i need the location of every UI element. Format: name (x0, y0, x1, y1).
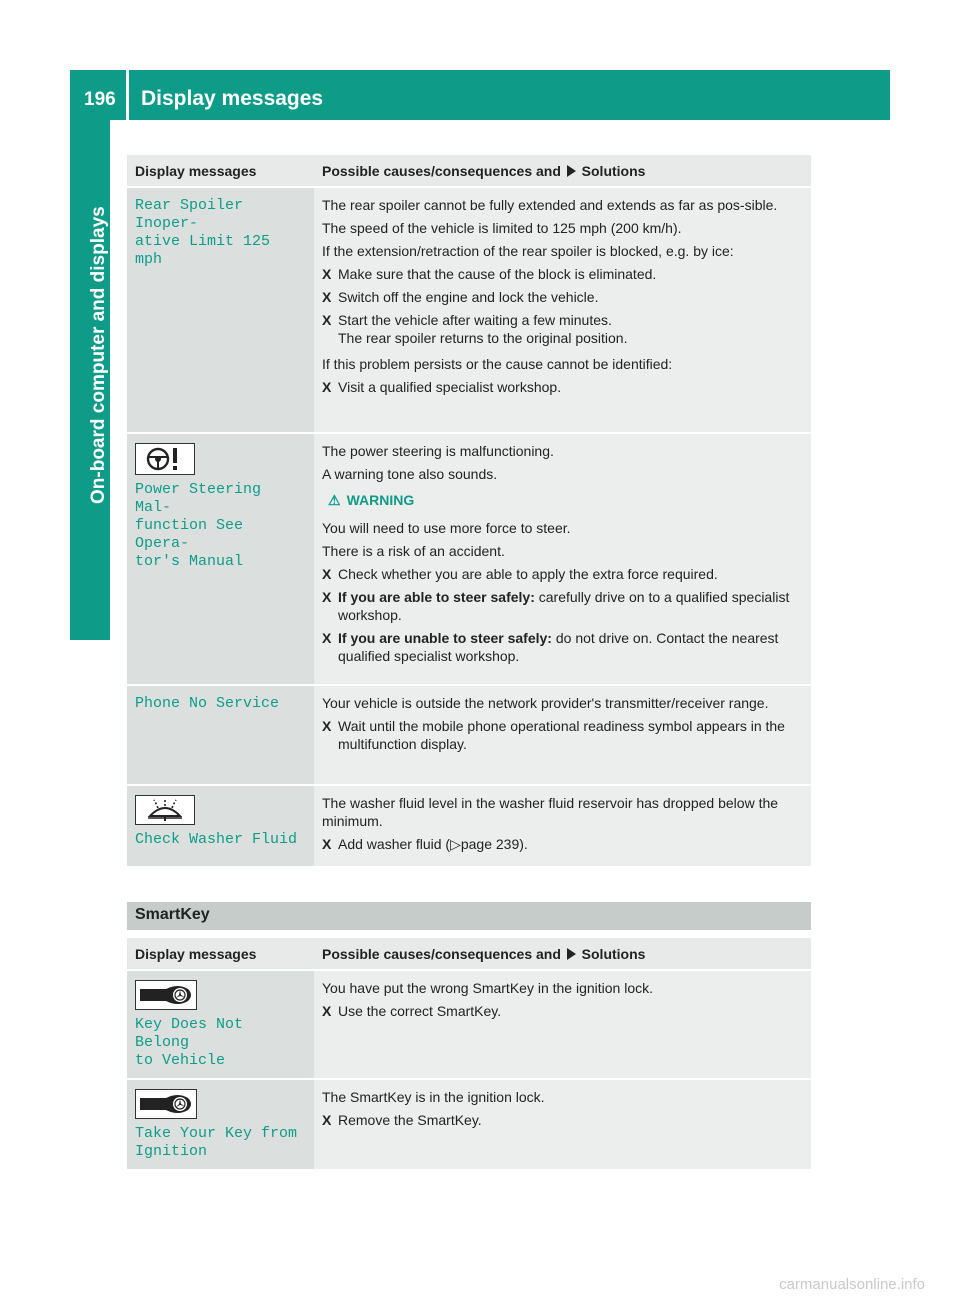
display-message-text: Power Steering Mal- function See Opera- tor's Manual (135, 481, 262, 570)
page-reference-link[interactable]: page 239). (460, 836, 528, 852)
display-message-text: Key Does Not Belong to Vehicle (135, 1016, 244, 1069)
step-arrow-icon: X (322, 289, 332, 305)
solution-step: X Switch off the engine and lock the vehicle. (322, 289, 599, 305)
step-arrow-icon: X (322, 312, 332, 328)
step-arrow-icon: X (322, 566, 332, 582)
display-message-text: Check Washer Fluid (135, 831, 298, 848)
solution-step: X Visit a qualified specialist workshop. (322, 379, 562, 395)
washer-fluid-icon (135, 795, 195, 825)
description-text: A warning tone also sounds. (322, 466, 498, 482)
table-row (127, 1079, 811, 1170)
page-title: Display messages (141, 87, 324, 110)
step-arrow-icon: X (322, 266, 332, 282)
solution-step: X Remove the SmartKey. (322, 1112, 482, 1128)
section-heading: SmartKey (127, 902, 811, 930)
description-text: The power steering is malfunctioning. (322, 443, 554, 459)
step-arrow-icon: X (322, 836, 332, 852)
solution-step: X Wait until the mobile phone operational readiness symbol appears in the multifunction display. (322, 718, 785, 752)
table-row (127, 433, 811, 685)
step-arrow-icon: X (322, 630, 332, 646)
column-header-solutions: Possible causes/consequences and Solutions (314, 938, 811, 970)
side-tab-label: On-board computer and displays (88, 206, 109, 504)
description-text: Your vehicle is outside the network provider's transmitter/receiver range. (322, 695, 769, 711)
description-text: The SmartKey is in the ignition lock. (322, 1089, 545, 1105)
table-row (127, 970, 811, 1079)
description-text: You have put the wrong SmartKey in the ignition lock. (322, 980, 654, 996)
warning-triangle-icon: ⚠ (328, 492, 341, 508)
header-divider (126, 70, 129, 120)
table-row (127, 785, 811, 867)
column-header-messages: Display messages (127, 155, 314, 187)
step-arrow-icon: X (322, 589, 332, 605)
smartkey-messages-table (127, 938, 811, 1171)
page-number: 196 (84, 89, 116, 110)
smartkey-icon (135, 1089, 197, 1119)
description-text: The speed of the vehicle is limited to 125 mph (200 km/h). (322, 220, 682, 236)
page-header (70, 70, 890, 120)
description-text: There is a risk of an accident. (322, 543, 505, 559)
display-message-text: Phone No Service (135, 695, 280, 712)
solution-step: X Use the correct SmartKey. (322, 1003, 502, 1019)
step-arrow-icon: X (322, 1112, 332, 1128)
solution-step: X If you are unable to steer safely: do not drive on. Contact the nearest qualified specialist workshop. (322, 630, 779, 664)
solution-step: X If you are able to steer safely: carefully drive on to a qualified specialist workshop. (322, 589, 790, 623)
display-messages-table (127, 155, 811, 868)
display-message-text: Take Your Key from Ignition (135, 1125, 298, 1160)
display-message-text: Rear Spoiler Inoper- ative Limit 125 mph (135, 197, 271, 268)
solution-step: X Make sure that the cause of the block is eliminated. (322, 266, 657, 282)
description-text: You will need to use more force to steer. (322, 520, 571, 536)
solution-step: X Start the vehicle after waiting a few minutes. The rear spoiler returns to the original position. (322, 312, 628, 346)
watermark: carmanualsonline.info (779, 1276, 925, 1293)
smartkey-icon (135, 980, 197, 1010)
solution-step: X Add washer fluid (▷page 239). (322, 836, 528, 852)
step-arrow-icon: X (322, 1003, 332, 1019)
solution-arrow-icon (567, 948, 576, 960)
solution-arrow-icon (567, 165, 576, 177)
description-text: The rear spoiler cannot be fully extended and extends as far as pos-sible. (322, 197, 778, 213)
table-row (127, 187, 811, 433)
solution-step: X Check whether you are able to apply the extra force required. (322, 566, 718, 582)
column-header-messages: Display messages (127, 938, 314, 970)
warning-heading: ⚠ WARNING (328, 492, 415, 508)
page-ref-arrow-icon: ▷ (450, 836, 461, 852)
column-header-solutions: Possible causes/consequences and Solutions (314, 155, 811, 187)
steering-warning-icon (135, 443, 195, 475)
description-text: If the extension/retraction of the rear spoiler is blocked, e.g. by ice: (322, 243, 734, 259)
table-row (127, 685, 811, 785)
step-arrow-icon: X (322, 379, 332, 395)
description-text: If this problem persists or the cause cannot be identified: (322, 356, 673, 372)
description-text: The washer fluid level in the washer fluid reservoir has dropped below the minimum. (322, 795, 779, 829)
step-arrow-icon: X (322, 718, 332, 734)
